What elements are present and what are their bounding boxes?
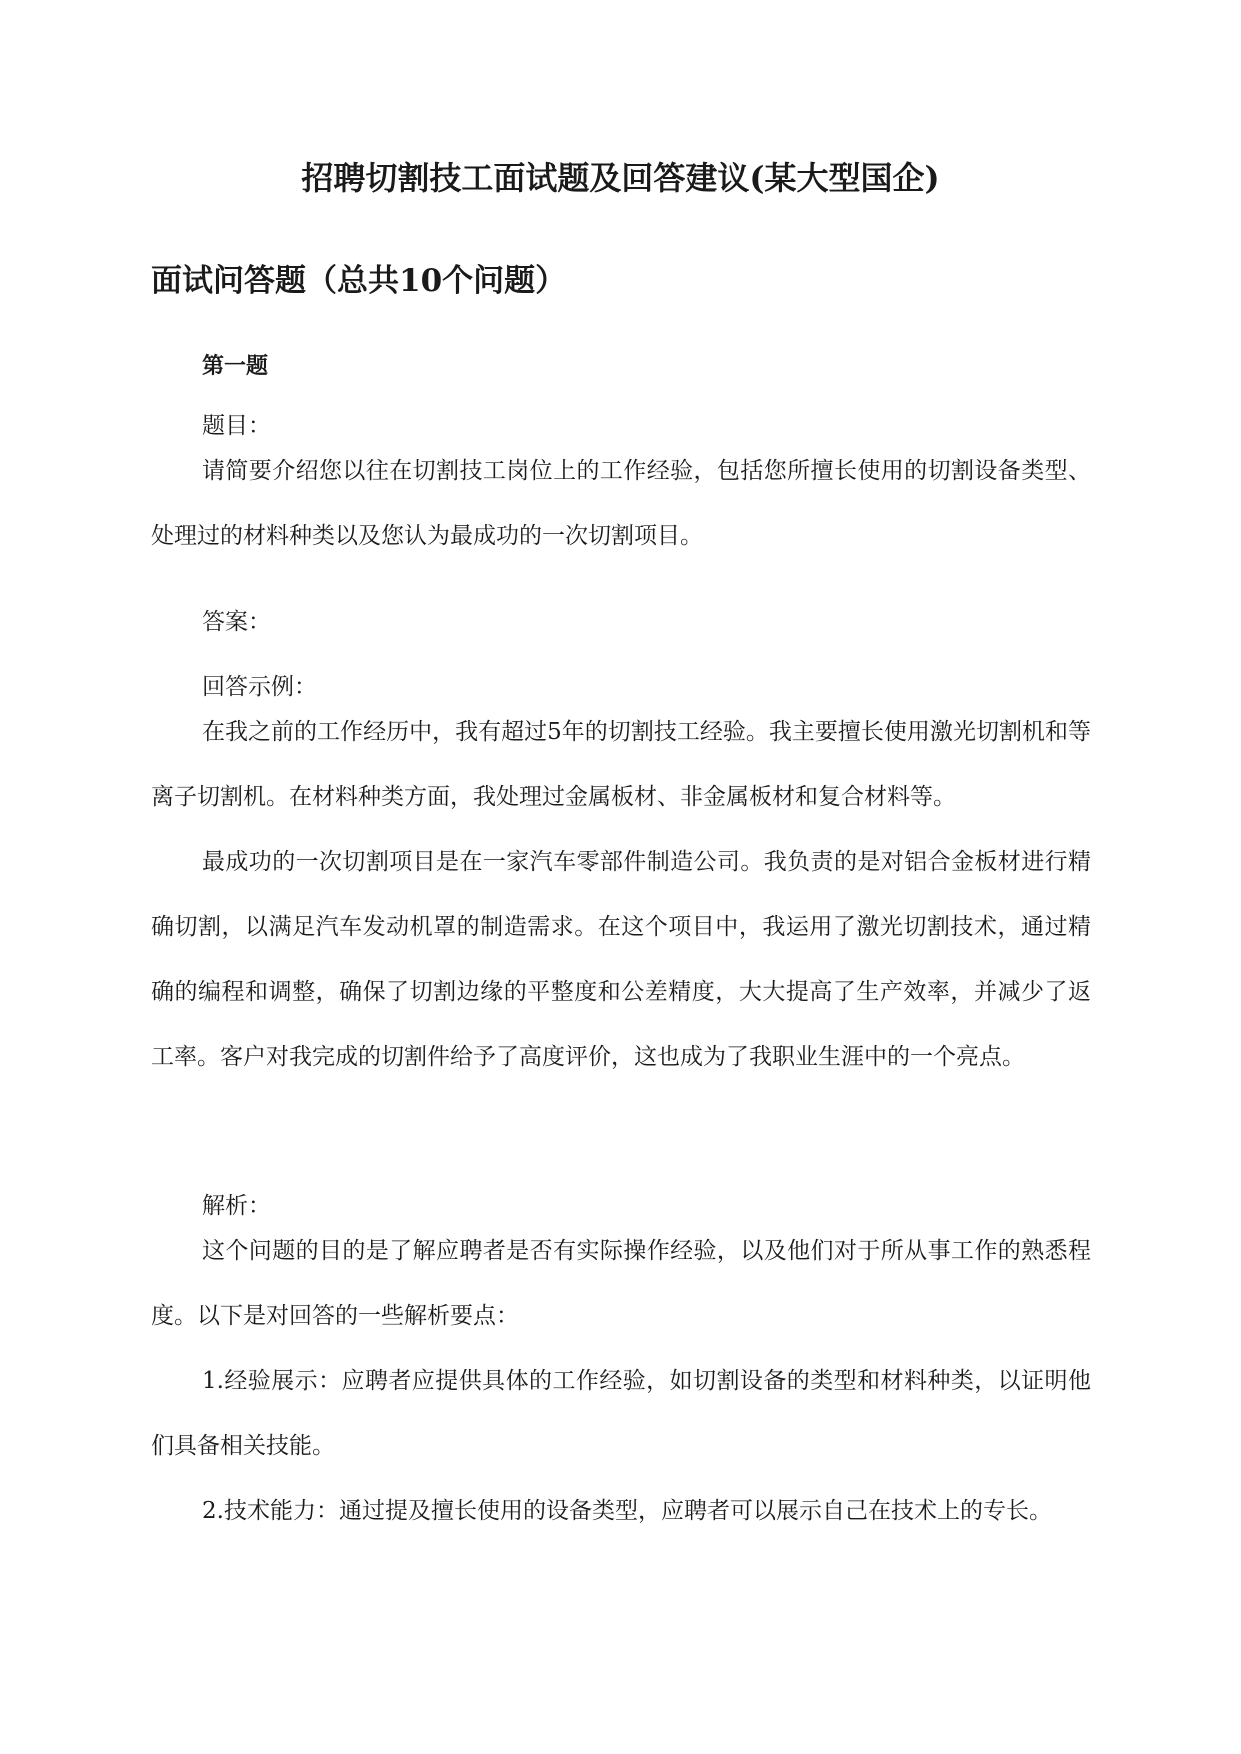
answer-label: 答案： — [202, 609, 271, 635]
answer-paragraph: 最成功的一次切割项目是在一家汽车零部件制造公司。我负责的是对铝合金板材进行精确切割，以满足汽车发动机罩的制造需求。在这个项目中，我运用了激光切割技术，通过精确的编程和调整，确保了切割边缘的平整度和公差精度，大大提高了生产效率，并减少了返工率。客户对我完成的切割件给予了高度评价，这也成为了我职业生涯中的一个亮点。 — [151, 849, 1091, 1070]
answer-paragraph: 在我之前的工作经历中，我有超过5年的切割技工经验。我主要擅长使用激光切割机和等离子切割机。在材料种类方面，我处理过金属板材、非金属板材和复合材料等。 — [151, 719, 1091, 810]
question-label: 题目： — [202, 413, 271, 439]
question-heading: 第一题 — [202, 353, 269, 379]
analysis-point: 2.技术能力：通过提及擅长使用的设备类型，应聘者可以展示自己在技术上的专长。 — [202, 1498, 1052, 1524]
analysis-intro: 这个问题的目的是了解应聘者是否有实际操作经验，以及他们对于所从事工作的熟悉程度。以下是对回答的一些解析要点： — [151, 1238, 1091, 1329]
analysis-label: 解析： — [202, 1193, 271, 1219]
example-label: 回答示例： — [202, 674, 317, 700]
question-text: 请简要介绍您以往在切割技工岗位上的工作经验，包括您所擅长使用的切割设备类型、处理过的材料种类以及您认为最成功的一次切割项目。 — [151, 458, 1091, 549]
document-title: 招聘切割技工面试题及回答建议(某大型国企) — [301, 159, 940, 197]
analysis-point: 1.经验展示：应聘者应提供具体的工作经验，如切割设备的类型和材料种类，以证明他们具备相关技能。 — [151, 1368, 1091, 1459]
section-heading: 面试问答题（总共10个问题） — [151, 263, 567, 299]
